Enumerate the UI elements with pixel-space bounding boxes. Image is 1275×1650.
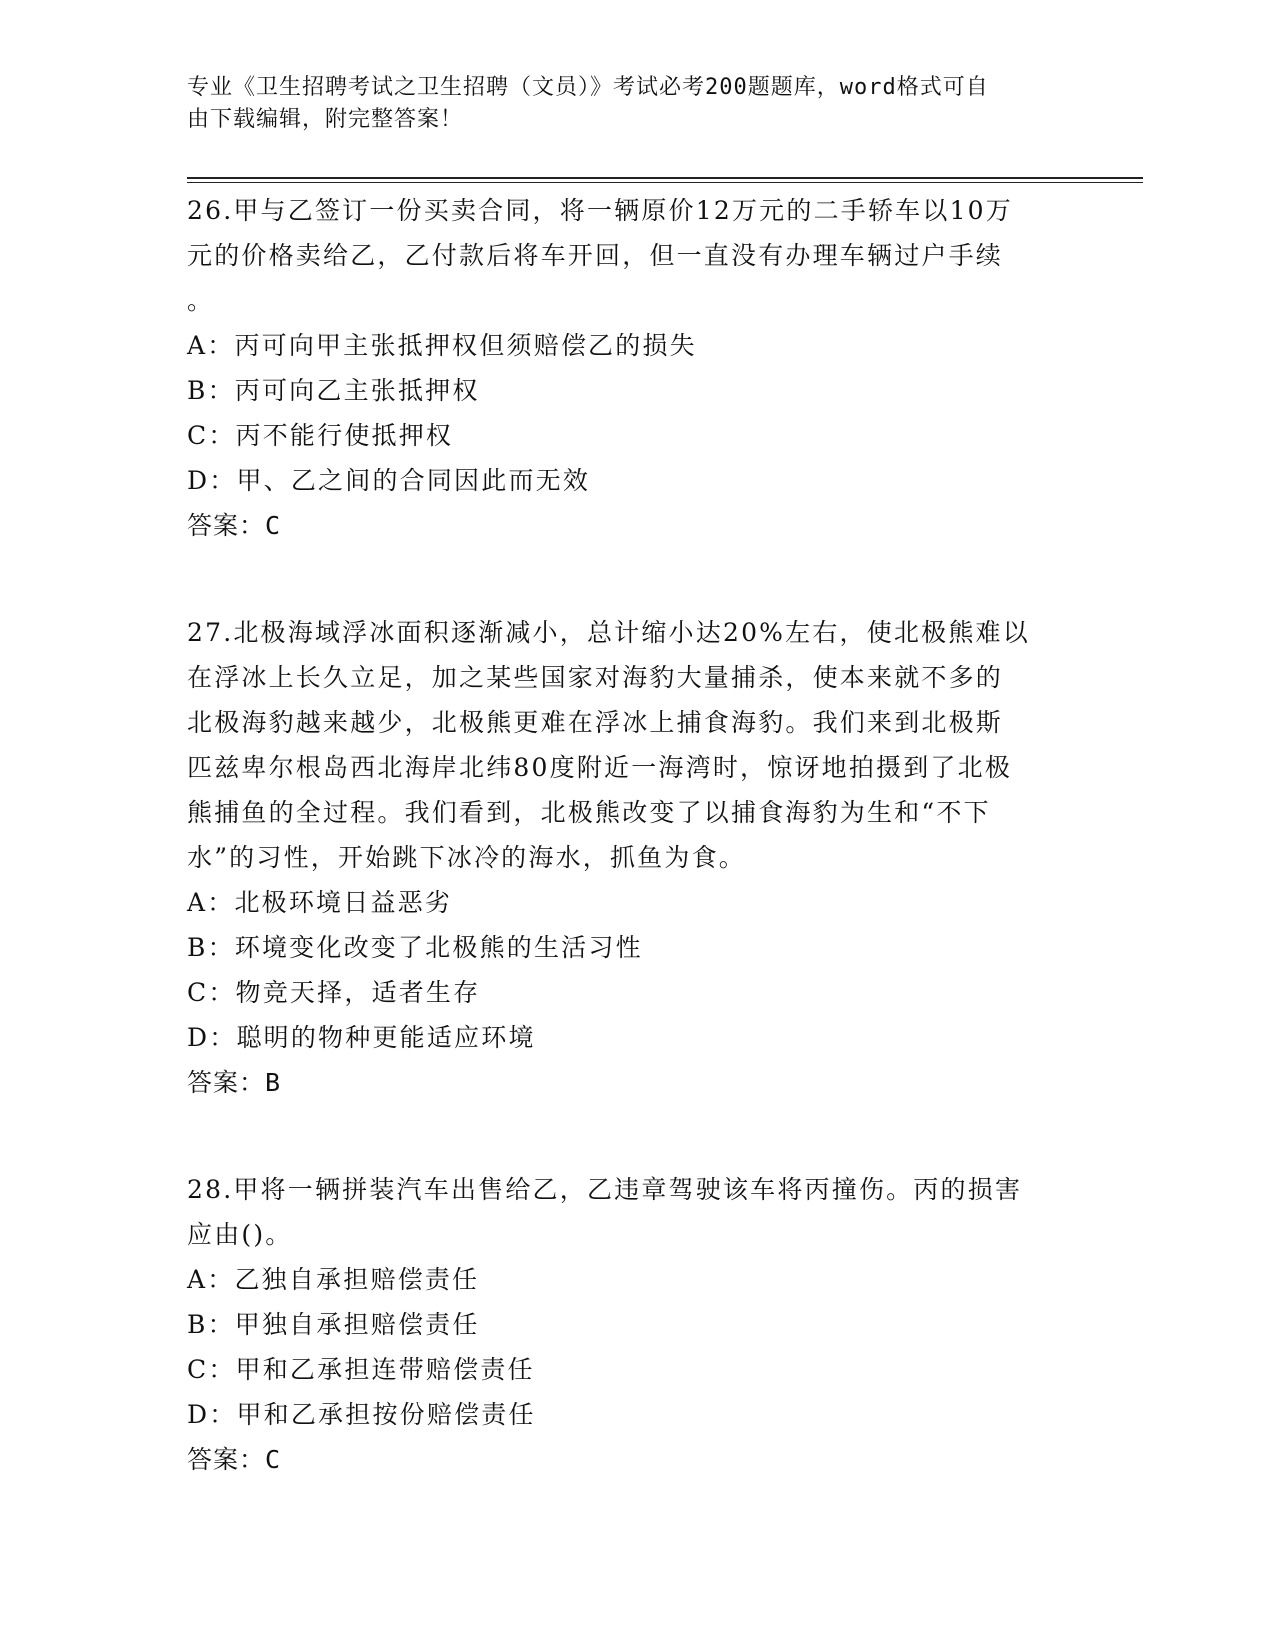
question-26	[187, 188, 1067, 548]
answer-line	[187, 503, 1067, 548]
question-stem-line: 。	[187, 286, 215, 315]
option-b: B：环境变化改变了北极熊的生活习性	[187, 933, 643, 962]
document-header	[187, 72, 1067, 136]
question-stem-line: 匹兹卑尔根岛西北海岸北纬80度附近一海湾时，惊讶地拍摄到了北极	[187, 753, 1013, 782]
header-line-2: 由下载编辑，附完整答案！	[187, 107, 464, 132]
header-divider-thin	[187, 182, 1143, 183]
header-divider-thick	[187, 177, 1143, 179]
question-stem-line: 28.甲将一辆拼装汽车出售给乙，乙违章驾驶该车将丙撞伤。丙的损害	[187, 1175, 1023, 1204]
answer-line	[187, 1437, 1067, 1482]
option-a: A：乙独自承担赔偿责任	[187, 1265, 480, 1294]
option-b: B：甲独自承担赔偿责任	[187, 1310, 480, 1339]
question-stem-line: 应由()。	[187, 1220, 293, 1249]
option-d: D：聪明的物种更能适应环境	[187, 1023, 536, 1052]
answer-value: B	[265, 1068, 282, 1097]
option-a: A：北极环境日益恶劣	[187, 888, 453, 917]
answer-line	[187, 1060, 1067, 1105]
question-stem-line: 在浮冰上长久立足，加之某些国家对海豹大量捕杀，使本来就不多的	[187, 663, 1004, 692]
question-list	[187, 188, 1067, 1544]
answer-value: C	[265, 1445, 282, 1474]
option-b: B：丙可向乙主张抵押权	[187, 376, 480, 405]
answer-label: 答案：	[187, 1445, 266, 1474]
option-c: C：丙不能行使抵押权	[187, 421, 454, 450]
answer-label: 答案：	[187, 511, 266, 540]
question-28	[187, 1167, 1067, 1482]
question-stem-line: 水”的习性，开始跳下冰冷的海水，抓鱼为食。	[187, 843, 746, 872]
answer-label: 答案：	[187, 1068, 266, 1097]
header-line-1: 专业《卫生招聘考试之卫生招聘（文员）》考试必考200题题库，word格式可自	[187, 75, 989, 100]
option-d: D：甲和乙承担按份赔偿责任	[187, 1400, 536, 1429]
option-a: A：丙可向甲主张抵押权但须赔偿乙的损失	[187, 331, 697, 360]
question-stem-line: 北极海豹越来越少，北极熊更难在浮冰上捕食海豹。我们来到北极斯	[187, 708, 1004, 737]
option-c: C：甲和乙承担连带赔偿责任	[187, 1355, 535, 1384]
question-stem-line: 熊捕鱼的全过程。我们看到，北极熊改变了以捕食海豹为生和“不下	[187, 798, 991, 827]
question-stem-line: 26.甲与乙签订一份买卖合同，将一辆原价12万元的二手轿车以10万	[187, 196, 1013, 225]
option-c: C：物竞天择，适者生存	[187, 978, 481, 1007]
answer-value: C	[265, 511, 282, 540]
question-27	[187, 610, 1067, 1105]
question-stem-line: 元的价格卖给乙，乙付款后将车开回，但一直没有办理车辆过户手续	[187, 241, 1004, 270]
question-stem-line: 27.北极海域浮冰面积逐渐减小，总计缩小达20%左右，使北极熊难以	[187, 618, 1030, 647]
option-d: D：甲、乙之间的合同因此而无效	[187, 466, 591, 495]
